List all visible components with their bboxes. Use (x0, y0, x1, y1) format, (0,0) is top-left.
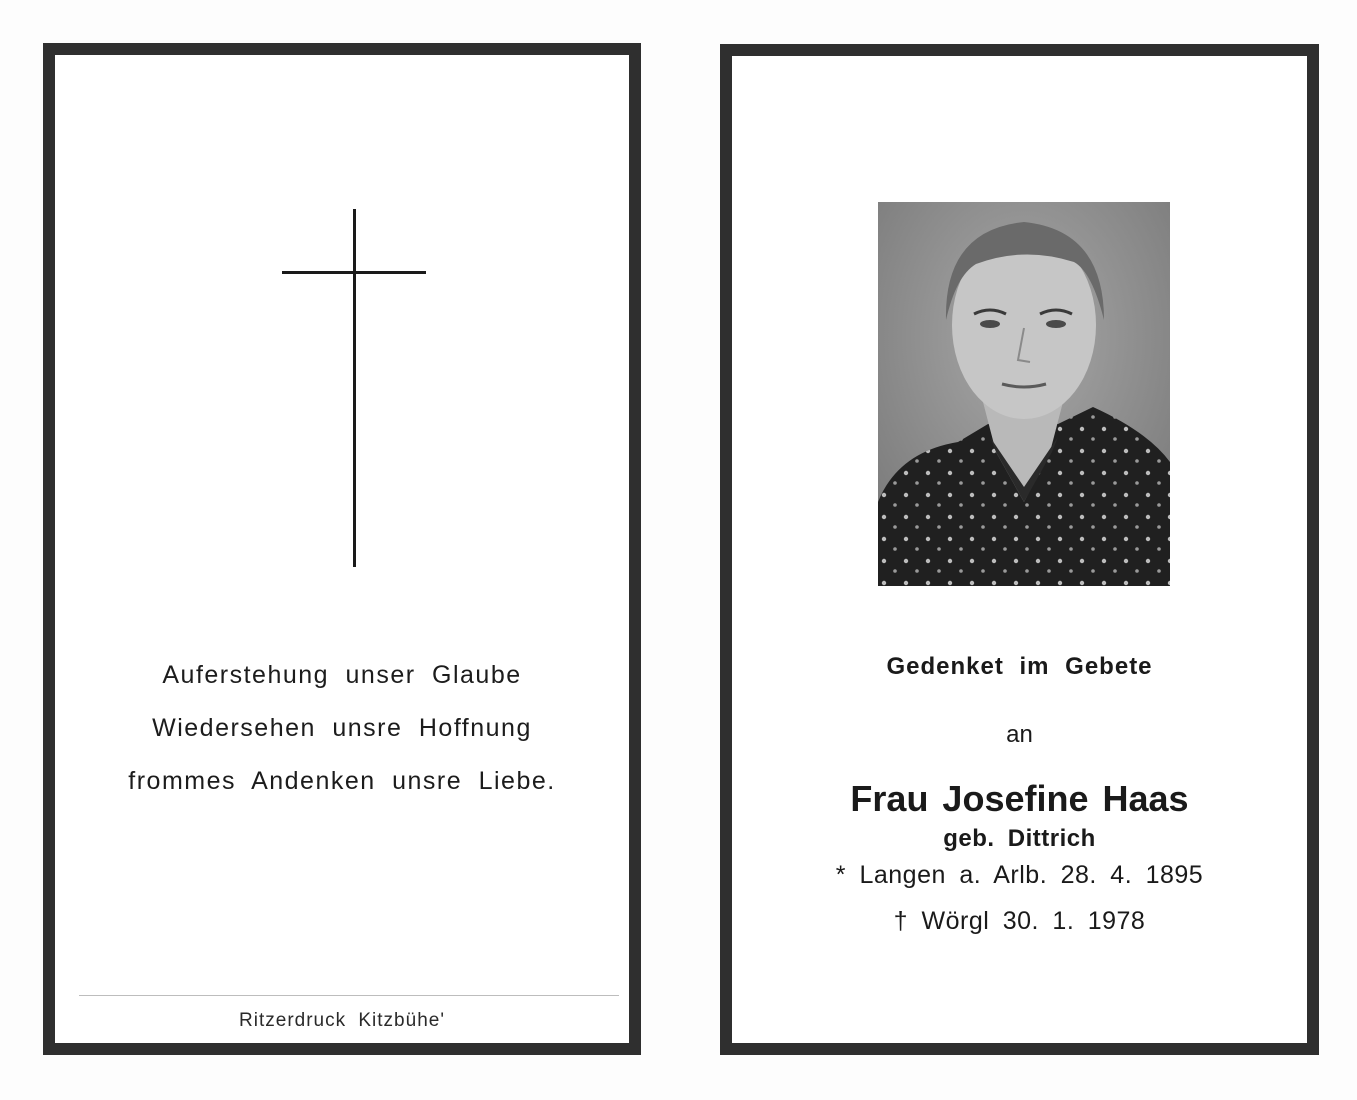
memorial-card-front (720, 44, 1319, 1055)
cross-horizontal-bar (282, 271, 426, 274)
verse-line-hope: Wiedersehen unsre Hoffnung (152, 714, 532, 742)
memorial-card-back (43, 43, 641, 1055)
printer-divider (79, 995, 619, 996)
portrait-photo (878, 202, 1170, 586)
deceased-name: Frau Josefine Haas (850, 778, 1189, 819)
death-date-place: † Wörgl 30. 1. 1978 (893, 907, 1146, 935)
heading-remember-in-prayer: Gedenket im Gebete (886, 653, 1153, 680)
birth-date-place: * Langen a. Arlb. 28. 4. 1895 (835, 861, 1204, 889)
printer-credit: Ritzerdruck Kitzbühe' (239, 1010, 445, 1031)
verse-line-faith: Auferstehung unser Glaube (162, 661, 522, 689)
maiden-name: geb. Dittrich (943, 825, 1096, 852)
verse-line-love: frommes Andenken unsre Liebe. (128, 767, 556, 795)
preposition-an: an (1006, 721, 1033, 748)
cross-vertical-bar (353, 209, 356, 567)
